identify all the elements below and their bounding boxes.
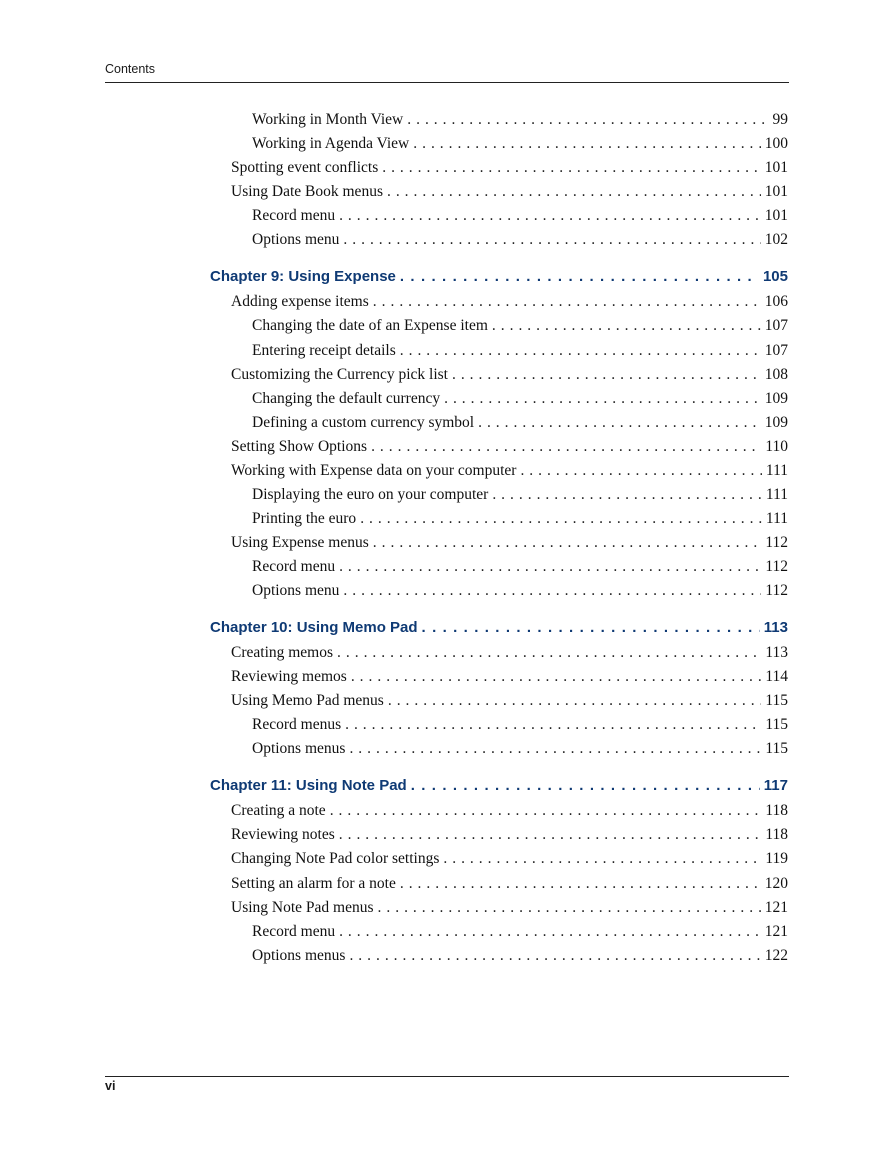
toc-entry-page-number: 99 xyxy=(772,111,788,128)
toc-entry[interactable] xyxy=(231,366,788,388)
dot-leader xyxy=(349,740,761,758)
toc-entry-label: Spotting event conflicts xyxy=(231,159,379,177)
dot-leader xyxy=(413,135,761,153)
toc-entry-page-number: 109 xyxy=(764,413,788,431)
toc-entry[interactable] xyxy=(231,438,788,460)
toc-entry-label: Using Note Pad menus xyxy=(231,898,374,916)
dot-leader xyxy=(339,923,761,941)
toc-entry[interactable] xyxy=(231,159,788,181)
toc-entry-label: Options menus xyxy=(252,946,346,964)
toc-entry-label: Working in Agenda View xyxy=(252,135,410,153)
toc-entry-page-number: 120 xyxy=(764,874,788,892)
toc-entry-page-number: 101 xyxy=(764,159,788,177)
dot-leader xyxy=(492,317,761,335)
toc-entry-label: Changing the date of an Expense item xyxy=(252,317,488,335)
dot-leader xyxy=(400,875,761,893)
toc-entry-page-number: 108 xyxy=(764,365,788,383)
toc-entry-label: Record menu xyxy=(252,557,336,575)
toc-entry-page-number: 121 xyxy=(764,922,788,940)
toc-entry-page-number: 119 xyxy=(765,850,788,868)
dot-leader xyxy=(360,510,762,528)
toc-entry-label: Chapter 11: Using Note Pad xyxy=(210,777,407,795)
toc-entry[interactable] xyxy=(252,231,788,253)
dot-leader xyxy=(373,293,761,311)
toc-entry[interactable] xyxy=(252,582,788,604)
toc-entry[interactable] xyxy=(231,644,788,666)
dot-leader xyxy=(349,947,760,965)
dot-leader xyxy=(492,486,762,504)
toc-entry-page-number: 113 xyxy=(765,644,788,661)
toc-entry[interactable] xyxy=(252,317,788,339)
toc-entry-page-number: 118 xyxy=(765,826,788,844)
dot-leader xyxy=(378,899,761,917)
toc-entry-label: Using Expense menus xyxy=(231,533,369,551)
toc-entry-page-number: 115 xyxy=(765,692,788,710)
toc-entry[interactable] xyxy=(231,802,788,824)
toc-entry-label: Creating memos xyxy=(231,644,334,661)
dot-leader xyxy=(452,366,761,384)
toc-entry-label: Reviewing memos xyxy=(231,668,347,686)
toc-entry-page-number: 111 xyxy=(765,509,788,527)
toc-entry[interactable] xyxy=(252,207,788,229)
toc-entry-label: Using Memo Pad menus xyxy=(231,692,384,710)
dot-leader xyxy=(520,462,761,480)
toc-entry-label: Record menus xyxy=(252,716,342,734)
dot-leader xyxy=(443,850,761,868)
toc-entry[interactable] xyxy=(252,947,788,969)
toc-entry[interactable] xyxy=(252,135,788,157)
toc-entry-page-number: 112 xyxy=(765,557,788,575)
dot-leader xyxy=(339,826,762,844)
dot-leader xyxy=(400,342,761,360)
toc-entry[interactable] xyxy=(252,486,788,508)
dot-leader xyxy=(388,692,761,710)
toc-entry-label: Creating a note xyxy=(231,802,326,820)
dot-leader xyxy=(382,159,761,177)
toc-entry-page-number: 110 xyxy=(765,437,788,455)
toc-entry-page-number: 111 xyxy=(765,485,788,503)
toc-entry-label: Using Date Book menus xyxy=(231,183,383,201)
dot-leader xyxy=(345,716,761,734)
toc-entry-page-number: 107 xyxy=(764,341,788,359)
dot-leader xyxy=(343,582,761,600)
dot-leader xyxy=(387,183,761,201)
toc-entry-page-number: 111 xyxy=(765,461,788,479)
toc-entry[interactable] xyxy=(231,899,788,921)
toc-entry[interactable] xyxy=(252,716,788,738)
toc-entry[interactable] xyxy=(231,850,788,872)
toc-entry-page-number: 105 xyxy=(762,268,788,286)
dot-leader xyxy=(351,668,762,686)
toc-entry-label: Adding expense items xyxy=(231,293,369,311)
toc-entry[interactable] xyxy=(252,342,788,364)
toc-entry[interactable] xyxy=(231,875,788,897)
toc-entry-label: Entering receipt details xyxy=(252,341,396,359)
toc-entry[interactable] xyxy=(231,668,788,690)
toc-entry[interactable] xyxy=(252,414,788,436)
toc-entry-page-number: 115 xyxy=(765,740,788,758)
toc-chapter-entry[interactable] xyxy=(210,619,788,641)
toc-entry-label: Options menus xyxy=(252,740,346,758)
toc-entry-page-number: 118 xyxy=(765,802,788,820)
page-number: vi xyxy=(105,1079,116,1093)
toc-entry[interactable] xyxy=(252,558,788,580)
toc-entry-page-number: 112 xyxy=(765,582,788,599)
dot-leader xyxy=(407,111,768,129)
toc-chapter-entry[interactable] xyxy=(210,777,788,799)
footer-rule xyxy=(105,1076,789,1077)
toc-entry-page-number: 106 xyxy=(764,293,788,311)
dot-leader xyxy=(330,802,762,820)
toc-entry-page-number: 122 xyxy=(764,946,788,964)
toc-entry-label: Chapter 9: Using Expense xyxy=(210,268,396,286)
toc-entry[interactable] xyxy=(252,740,788,762)
toc-entry[interactable] xyxy=(252,111,788,133)
toc-entry[interactable] xyxy=(252,923,788,945)
dot-leader xyxy=(339,558,761,576)
toc-entry-page-number: 102 xyxy=(764,231,788,249)
dot-leader xyxy=(373,534,762,552)
toc-entry[interactable] xyxy=(231,826,788,848)
toc-entry[interactable] xyxy=(231,692,788,714)
toc-entry-page-number: 107 xyxy=(764,317,788,335)
toc-entry-page-number: 114 xyxy=(765,668,788,686)
toc-entry-page-number: 101 xyxy=(764,183,788,201)
dot-leader xyxy=(422,619,760,636)
toc-entry-label: Record menu xyxy=(252,207,336,225)
dot-leader xyxy=(411,777,760,794)
toc-entry-label: Options menu xyxy=(252,231,340,249)
toc-entry-label: Chapter 10: Using Memo Pad xyxy=(210,619,418,636)
toc-entry[interactable] xyxy=(231,183,788,205)
dot-leader xyxy=(343,231,760,249)
toc-entry-label: Options menu xyxy=(252,582,340,599)
toc-entry-label: Working in Month View xyxy=(252,111,404,128)
toc-entry-label: Defining a custom currency symbol xyxy=(252,413,475,431)
toc-entry-label: Reviewing notes xyxy=(231,826,335,844)
toc-entry-page-number: 121 xyxy=(764,898,788,916)
dot-leader xyxy=(400,268,759,285)
dot-leader xyxy=(371,438,761,456)
toc-entry-page-number: 100 xyxy=(764,135,788,153)
toc-entry-label: Displaying the euro on your computer xyxy=(252,485,489,503)
dot-leader xyxy=(339,207,761,225)
toc-entry-label: Changing Note Pad color settings xyxy=(231,850,440,868)
toc-entry-label: Printing the euro xyxy=(252,509,357,527)
toc-entry-page-number: 115 xyxy=(765,716,788,734)
toc-entry-label: Record menu xyxy=(252,922,336,940)
toc-entry[interactable] xyxy=(231,534,788,556)
toc-entry[interactable] xyxy=(252,390,788,412)
toc-entry[interactable] xyxy=(231,462,788,484)
dot-leader xyxy=(478,414,761,432)
toc-entry-label: Setting an alarm for a note xyxy=(231,874,396,892)
dot-leader xyxy=(337,644,761,662)
toc-entry-page-number: 101 xyxy=(764,207,788,225)
toc-entry-page-number: 109 xyxy=(764,389,788,407)
toc-entry-label: Setting Show Options xyxy=(231,437,368,455)
toc-entry[interactable] xyxy=(231,293,788,315)
header-rule xyxy=(105,82,789,83)
toc-entry-label: Changing the default currency xyxy=(252,389,441,407)
toc-entry-label: Customizing the Currency pick list xyxy=(231,365,448,383)
toc-entry-label: Working with Expense data on your computer xyxy=(231,461,517,479)
running-header: Contents xyxy=(105,62,156,76)
toc-entry[interactable] xyxy=(252,510,788,532)
toc-entry-page-number: 117 xyxy=(763,777,788,795)
toc-entry-page-number: 112 xyxy=(765,533,788,551)
dot-leader xyxy=(444,390,761,408)
toc-entry-page-number: 113 xyxy=(763,619,788,636)
toc-chapter-entry[interactable] xyxy=(210,268,788,290)
